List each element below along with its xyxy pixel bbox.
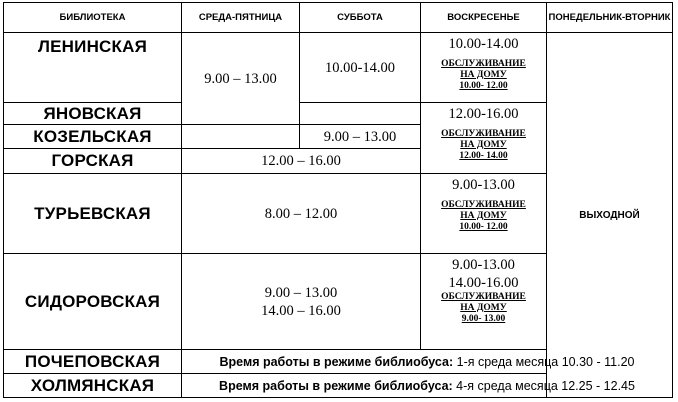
bibliobus-label: Время работы в режиме библиобуса: — [219, 354, 454, 369]
library-name-kozelskaya: КОЗЕЛЬСКАЯ — [4, 125, 182, 149]
sunday-leninskaya — [421, 33, 547, 103]
time-leninskaya-sat: 10.00-14.00 — [300, 33, 421, 103]
time-sidorovskaya-sun-1: 9.00-13.00 — [452, 257, 515, 273]
bibliobus-time-kholmyanskaya: 4-я среда месяца 12.25 - 12.45 — [452, 378, 635, 393]
time-sidorovskaya-wedsat — [182, 254, 421, 350]
table-row — [4, 33, 673, 79]
time-kozelskaya-wedfri-empty — [182, 125, 300, 149]
time-turyevskaya-sun: 9.00-13.00 — [452, 177, 515, 193]
library-name-pochepovskaya: ПОЧЕПОВСКАЯ — [4, 350, 182, 374]
library-name-gorskaya: ГОРСКАЯ — [4, 149, 182, 174]
sunday-sidorovskaya — [421, 254, 547, 350]
home-service-time: 12.00- 14.00 — [459, 151, 508, 161]
bibliobus-pochepovskaya — [182, 350, 673, 374]
home-service-line: НА ДОМУ — [460, 70, 507, 80]
header-library: БИБЛИОТЕКА — [4, 3, 182, 33]
home-service-line: НА ДОМУ — [460, 303, 507, 313]
time-sidorovskaya-wedsat-1: 9.00 – 13.00 — [264, 284, 338, 301]
sat-empty-yanovskaya — [300, 103, 421, 125]
library-name-yanovskaya: ЯНОВСКАЯ — [4, 103, 182, 125]
day-off-mon-tue: ВЫХОДНОЙ — [547, 33, 673, 398]
library-name-sidorovskaya: СИДОРОВСКАЯ — [4, 254, 182, 350]
library-name-leninskaya: ЛЕНИНСКАЯ — [4, 33, 182, 103]
time-sidorovskaya-wedsat-2: 14.00 – 16.00 — [261, 302, 341, 319]
home-service-time: 9.00- 13.00 — [461, 314, 506, 324]
header-sun: ВОСКРЕСЕНЬЕ — [421, 3, 547, 33]
home-service-line: НА ДОМУ — [460, 211, 507, 221]
bibliobus-kholmyanskaya — [182, 374, 673, 398]
time-sidorovskaya-sun-2: 14.00-16.00 — [448, 275, 519, 291]
time-yanovskaya-sun: 12.00-16.00 — [448, 106, 519, 122]
library-name-kholmyanskaya: ХОЛМЯНСКАЯ — [4, 374, 182, 398]
time-leninskaya-yanovskaya-wedfri: 9.00 – 13.00 — [182, 33, 300, 125]
home-service-line: ОБСЛУЖИВАНИЕ — [441, 59, 526, 69]
library-name-turyevskaya: ТУРЬЕВСКАЯ — [4, 174, 182, 254]
header-row — [4, 3, 673, 33]
sunday-turyevskaya — [421, 174, 547, 254]
table-row — [4, 350, 673, 374]
home-service-leninskaya — [421, 59, 546, 92]
time-gorskaya-wedsat: 12.00 – 16.00 — [182, 149, 421, 174]
bibliobus-label: Время работы в режиме библиобуса: — [219, 378, 453, 393]
home-service-time: 10.00- 12.00 — [459, 81, 508, 91]
home-service-line: ОБСЛУЖИВАНИЕ — [441, 129, 526, 139]
home-service-time: 10.00- 12.00 — [459, 222, 508, 232]
home-service-line: НА ДОМУ — [460, 140, 507, 150]
table-row — [4, 374, 673, 398]
bibliobus-time-pochepovskaya: 1-я среда месяца 10.30 - 11.20 — [453, 354, 635, 369]
home-service-line: ОБСЛУЖИВАНИЕ — [441, 292, 526, 302]
header-wed-fri: СРЕДА-ПЯТНИЦА — [182, 3, 300, 33]
home-service-yanovskaya — [421, 129, 546, 162]
time-leninskaya-sun: 10.00-14.00 — [448, 36, 519, 52]
sunday-yanovskaya — [421, 103, 547, 174]
time-kozelskaya-sat: 9.00 – 13.00 — [300, 125, 421, 149]
header-mon-tue: ПОНЕДЕЛЬНИК-ВТОРНИК — [547, 3, 673, 33]
home-service-turyevskaya — [421, 200, 546, 233]
schedule-table — [3, 2, 673, 398]
home-service-sidorovskaya — [421, 292, 546, 325]
header-sat: СУББОТА — [300, 3, 421, 33]
home-service-line: ОБСЛУЖИВАНИЕ — [441, 200, 526, 210]
time-turyevskaya-wedsat: 8.00 – 12.00 — [182, 174, 421, 254]
